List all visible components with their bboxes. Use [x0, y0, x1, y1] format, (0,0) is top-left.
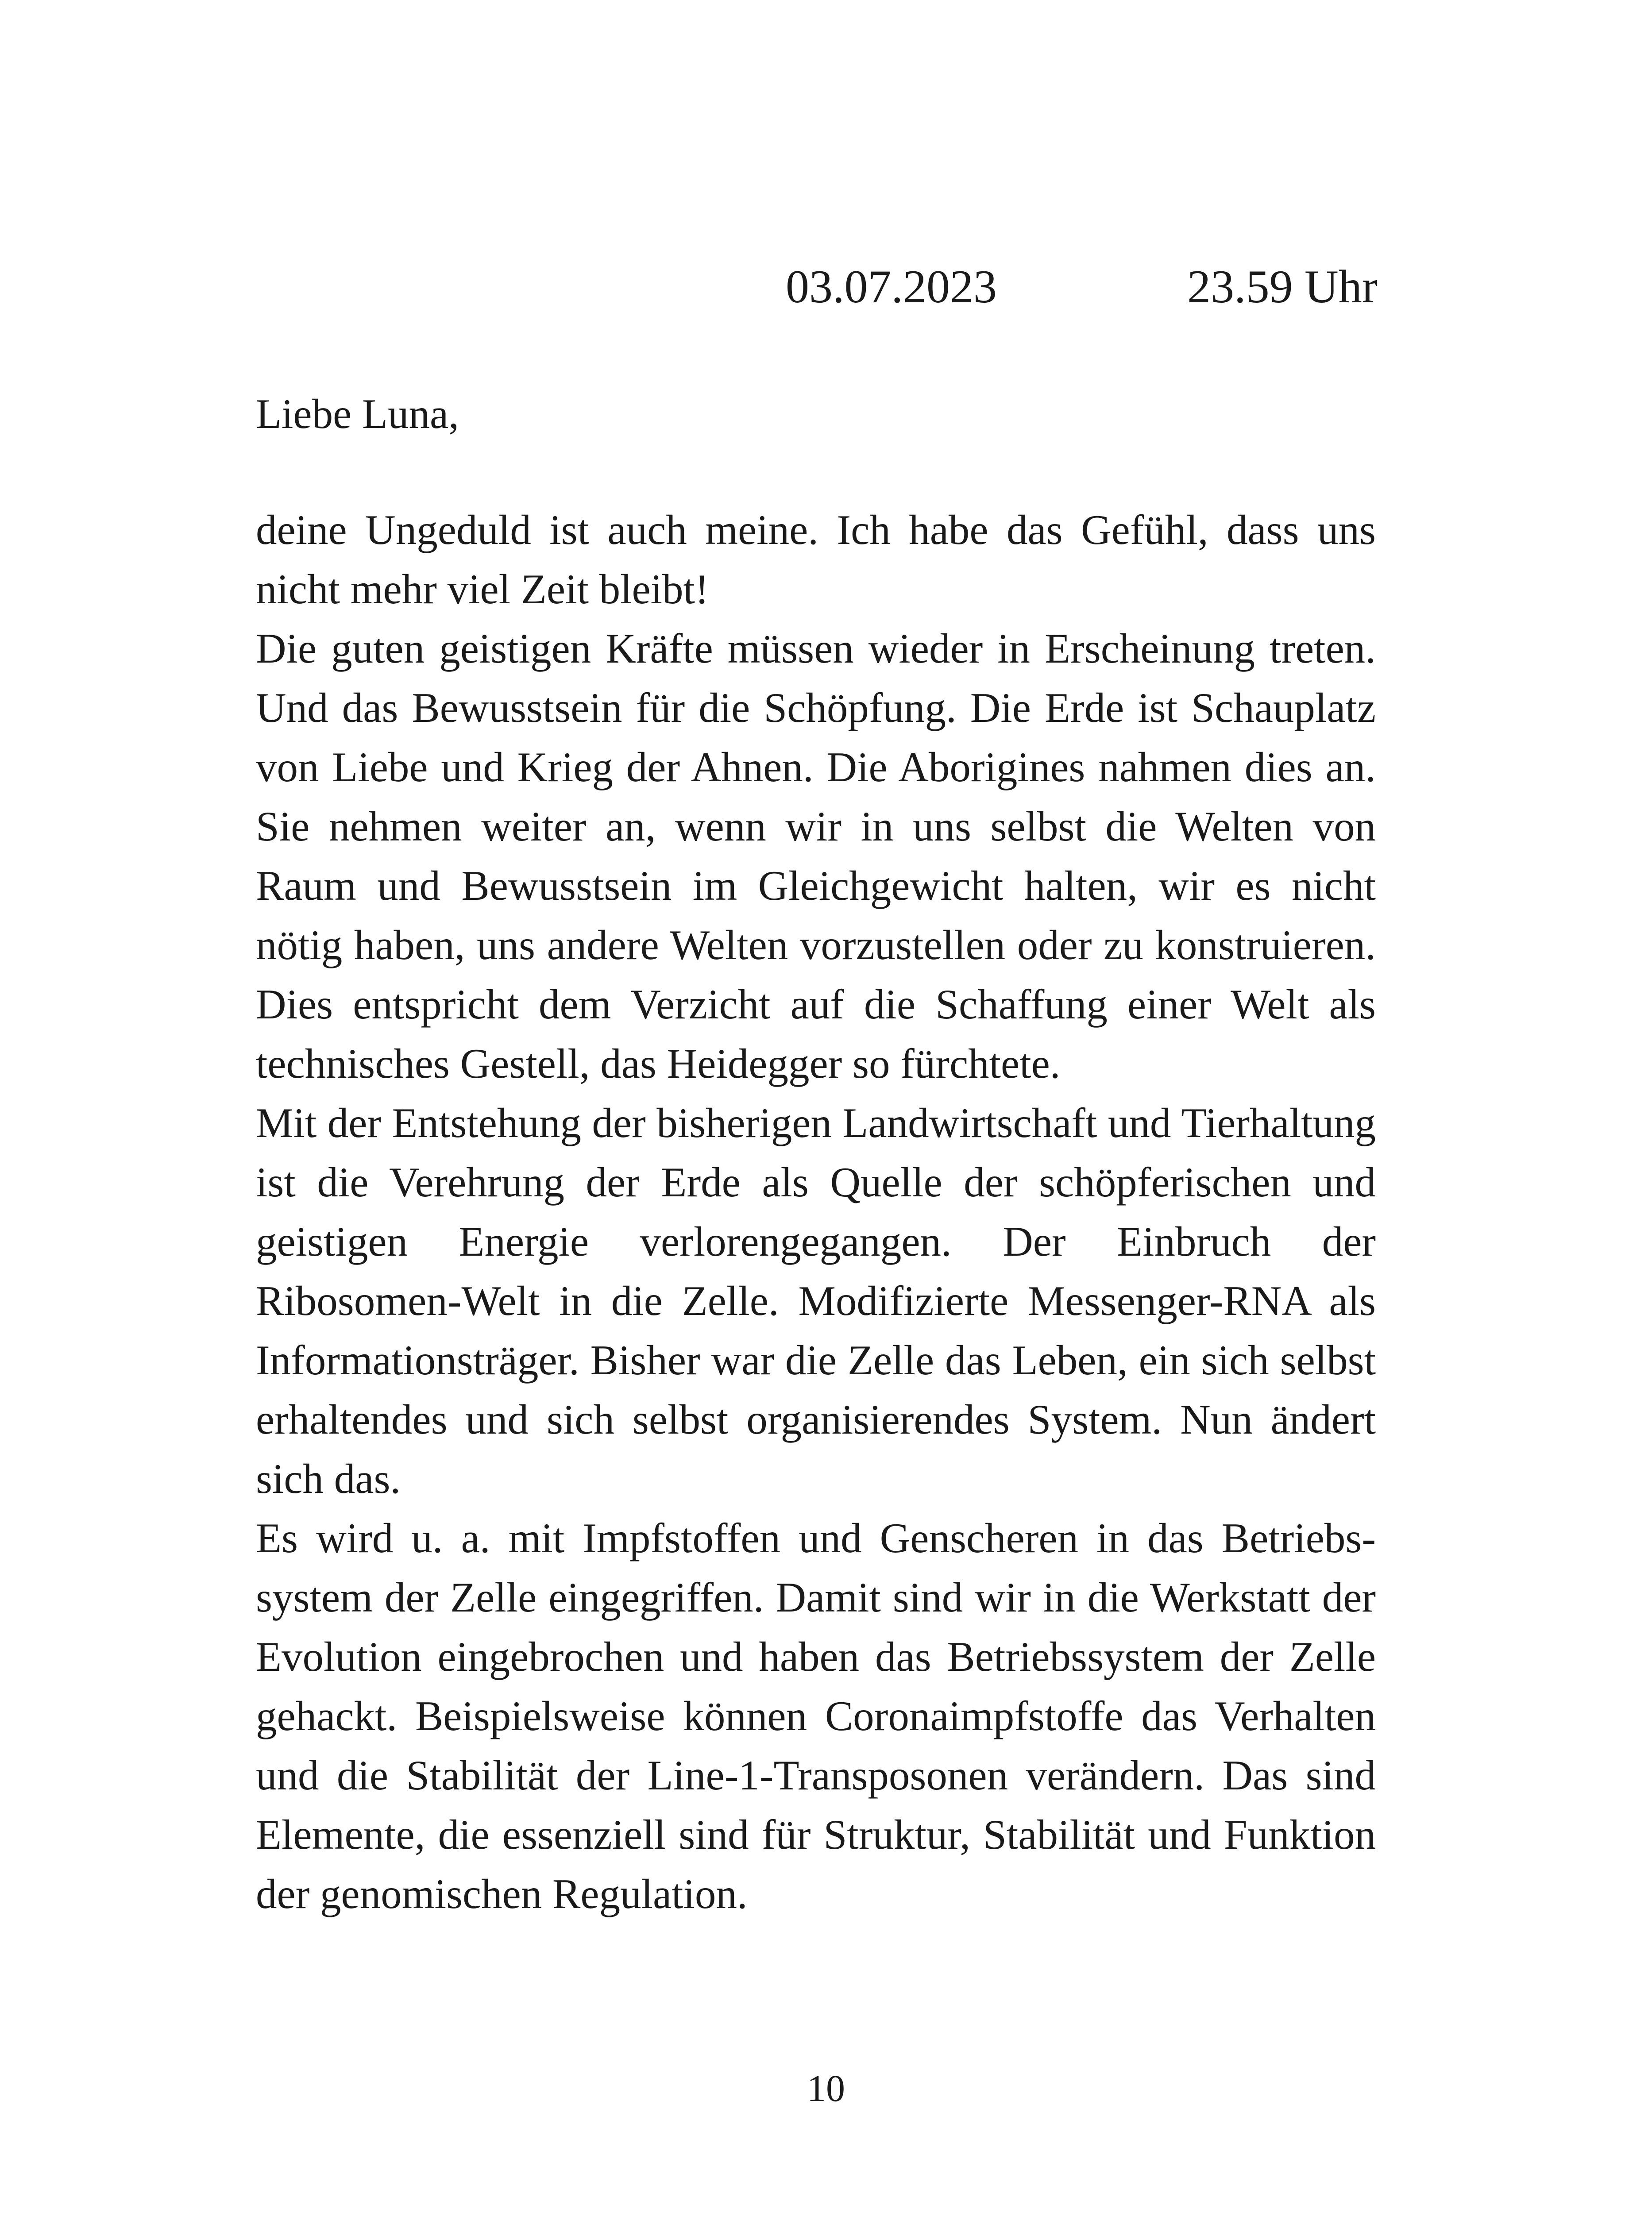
- letter-date: 03.07.2023: [786, 261, 997, 312]
- salutation: Liebe Luna,: [256, 390, 459, 437]
- paragraph: Die guten geistigen Kräfte müssen wieder in Erscheinung treten. Und das Bewusstsein für die Schöpfung. Die Erde ist Schauplatz von Liebe und Krieg der Ahnen. Die Aborigines nahmen dies an. Sie nehmen weiter an, wenn wir in uns selbst die Welten von Raum und Bewusstsein im Gleichgewicht halten, wir es nicht nötig haben, uns andere Welten vorzustellen oder zu konstruieren. Dies entspricht dem Verzicht auf die Schaffung einer Welt als technisches Gestell, das Heidegger so fürchtete.: [256, 625, 1376, 1087]
- paragraph: deine Ungeduld ist auch meine. Ich habe das Gefühl, dass uns nicht mehr viel Zeit bleibt!: [256, 506, 1376, 613]
- paragraph: Mit der Entstehung der bisherigen Landwirtschaft und Tierhaltung ist die Verehrung der Erde als Quelle der schöpferischen und geistigen Energie verlorengegangen. Der Einbruch der Ribosomen-Welt in die Zelle. Modifizierte Messenger-RNA als Informationsträger. Bisher war die Zelle das Leben, ein sich selbst erhaltendes und sich selbst organisierendes System. Nun ändert sich das.: [256, 1099, 1376, 1502]
- letter-time: 23.59 Uhr: [1187, 261, 1378, 312]
- letter-body: [256, 500, 1376, 1924]
- paragraph: Es wird u. a. mit Impfstoffen und Genscheren in das Betriebssystem der Zelle eingegriffen. Damit sind wir in die Werkstatt der Evolution eingebrochen und haben das Betriebssystem der Zelle gehackt. Beispielsweise können Coronaimpfstoffe das Verhalten und die Stabilität der Line-1-Transposonen verändern. Das sind Elemente, die essenziell sind für Struktur, Stabilität und Funktion der genomischen Regulation.: [256, 1515, 1376, 1917]
- page-number: 10: [807, 2067, 845, 2109]
